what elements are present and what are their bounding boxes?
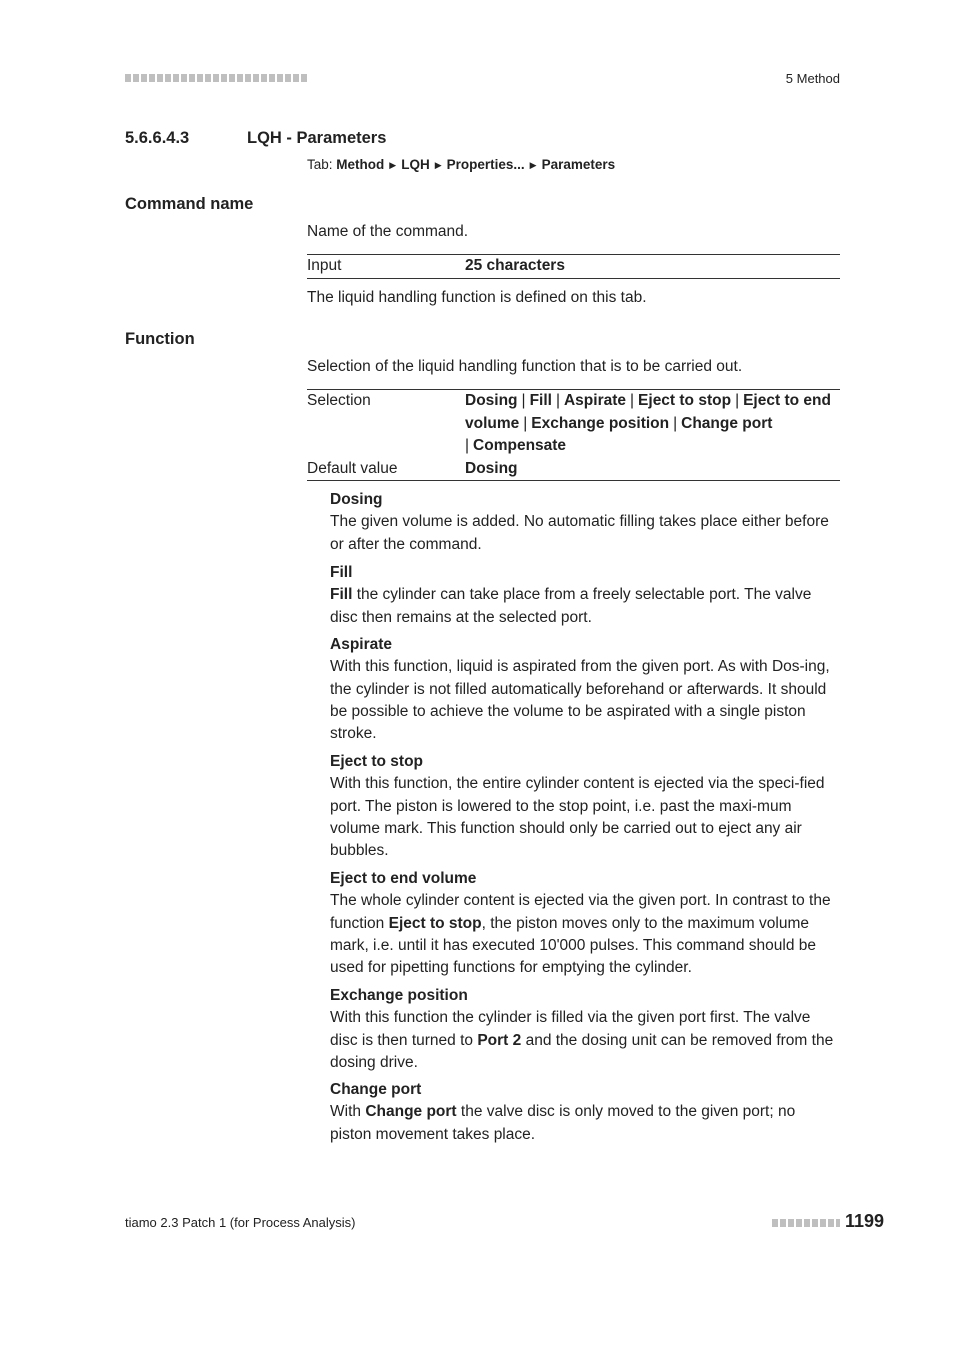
page-number: 1199 — [845, 1211, 885, 1231]
footer-decoration — [772, 1219, 840, 1227]
definition-fill — [330, 562, 840, 629]
chapter-title: 5 Method — [785, 71, 840, 86]
text-dosing: The given volume is added. No automatic filling takes place either before or after the command. — [330, 513, 829, 553]
option-eject-to-stop: Eject to stop — [638, 392, 732, 409]
option-eject-to-end-volume: Eject to end volume — [465, 392, 831, 432]
command-name-note: The liquid handling function is defined on this tab. — [307, 289, 647, 306]
arrow-right-icon: ▶ — [529, 160, 537, 170]
text-aspirate: With this function, liquid is aspirated from the given port. As with Dos-ing, the cylinder is not filled automatically beforehand or afterwards. It should be possible to achieve the volume to be aspirated with a single piston stroke. — [330, 658, 830, 743]
term-exchange-position: Exchange position — [330, 987, 468, 1004]
definition-aspirate — [330, 634, 840, 745]
term-eject-to-end-volume: Eject to end volume — [330, 870, 477, 887]
term-change-port: Change port — [330, 1081, 422, 1098]
term-fill: Fill — [330, 564, 353, 581]
definition-eject-to-end-volume — [330, 868, 840, 979]
term-eject-to-stop: Eject to stop — [330, 753, 424, 770]
text-eject-to-stop: With this function, the entire cylinder content is ejected via the speci-fied port. The piston is lowered to the stop point, i.e. past the maxi-mum volume mark. This function should only be carried out to eject any air bubbles. — [330, 775, 825, 860]
footer-product: tiamo 2.3 Patch 1 (for Process Analysis) — [125, 1215, 356, 1230]
option-change-port: Change port — [681, 414, 773, 432]
option-exchange-position: Exchange position — [531, 414, 670, 432]
breadcrumb-properties: Properties... — [446, 157, 525, 172]
command-name-table — [307, 254, 840, 279]
option-aspirate: Aspirate — [563, 392, 627, 409]
text-change-port: With Change port the valve disc is only moved to the given port; no piston movement takes place. — [330, 1103, 796, 1143]
term-aspirate: Aspirate — [330, 636, 393, 653]
definition-eject-to-stop — [330, 751, 840, 862]
table-row — [307, 390, 840, 458]
text-eject-to-end-volume: The whole cylinder content is ejected via the given port. In contrast to the function Eject to stop, the piston moves only to the maximum volume mark, i.e. until it has executed 10'000 pulses. This command should be used for pipetting functions for emptying the cylinder. — [330, 892, 831, 977]
function-table — [307, 389, 840, 481]
definition-exchange-position — [330, 985, 840, 1074]
default-value: Dosing — [465, 459, 518, 477]
section-number: 5.6.6.4.3 — [125, 129, 190, 147]
definition-dosing — [330, 489, 840, 556]
breadcrumb-lqh: LQH — [401, 157, 430, 172]
function-description: Selection of the liquid handling function that is to be carried out. — [307, 358, 743, 375]
table-row — [307, 458, 840, 481]
section-title: LQH - Parameters — [247, 129, 387, 147]
input-label: Input — [307, 257, 342, 274]
text-exchange-position: With this function the cylinder is filled via the given port first. The valve disc is then turned to Port 2 and the dosing unit can be removed from the dosing drive. — [330, 1009, 834, 1071]
table-row — [307, 255, 840, 278]
default-label: Default value — [307, 459, 398, 477]
header-decoration — [125, 74, 307, 82]
breadcrumb-parameters: Parameters — [541, 157, 616, 172]
breadcrumb-method: Method — [336, 157, 385, 172]
text-fill: Fill the cylinder can take place from a freely selectable port. The valve disc then remains at the selected port. — [330, 586, 812, 626]
option-fill: Fill — [529, 392, 552, 409]
tab-breadcrumb: Tab: Method ▶ LQH ▶ Properties... ▶ Parameters — [307, 157, 616, 172]
input-value: 25 characters — [465, 257, 565, 274]
definition-change-port — [330, 1079, 840, 1146]
arrow-right-icon: ▶ — [434, 160, 442, 170]
command-name-heading: Command name — [125, 195, 254, 213]
option-dosing: Dosing — [465, 392, 518, 409]
term-dosing: Dosing — [330, 491, 383, 508]
command-name-description: Name of the command. — [307, 223, 469, 240]
function-heading: Function — [125, 330, 195, 348]
selection-label: Selection — [307, 392, 371, 409]
selection-options: Dosing | Fill | Aspirate | Eject to stop | Eject to end volume | Exchange position | Change port | Compensate — [465, 392, 831, 454]
arrow-right-icon: ▶ — [389, 160, 397, 170]
option-compensate: Compensate — [473, 437, 567, 454]
